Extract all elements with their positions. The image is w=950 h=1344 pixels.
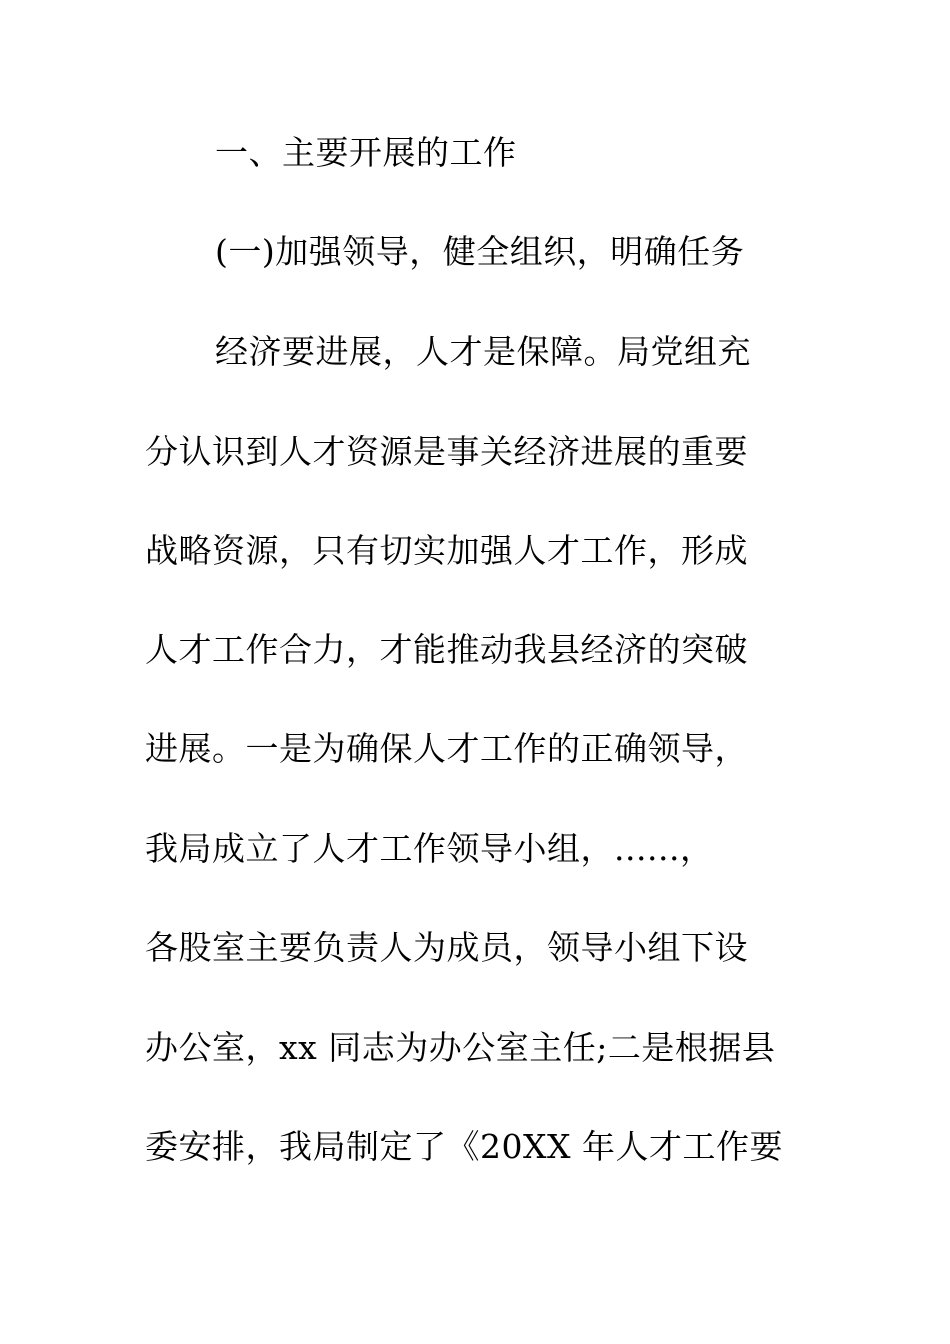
section-heading: 一、主要开展的工作 xyxy=(215,133,517,172)
paragraph-line-6: 我局成立了人才工作领导小组，......， xyxy=(145,829,714,868)
paragraph-line-7: 各股室主要负责人为成员，领导小组下设 xyxy=(145,928,748,967)
paragraph-line-2: 分认识到人才资源是事关经济进展的重要 xyxy=(145,432,748,471)
paragraph-line-9: 委安排，我局制定了《20XX 年人才工作要 xyxy=(145,1127,783,1166)
paragraph-line-5: 进展。一是为确保人才工作的正确领导， xyxy=(145,729,748,768)
paragraph-line-3: 战略资源，只有切实加强人才工作，形成 xyxy=(145,531,748,570)
paragraph-line-8: 办公室，xx 同志为办公室主任;二是根据县 xyxy=(145,1028,776,1067)
paragraph-line-4: 人才工作合力，才能推动我县经济的突破 xyxy=(145,630,748,669)
paragraph-line-1: 经济要进展，人才是保障。局党组充 xyxy=(215,332,751,371)
subsection-heading: (一)加强领导，健全组织，明确任务 xyxy=(215,232,745,271)
